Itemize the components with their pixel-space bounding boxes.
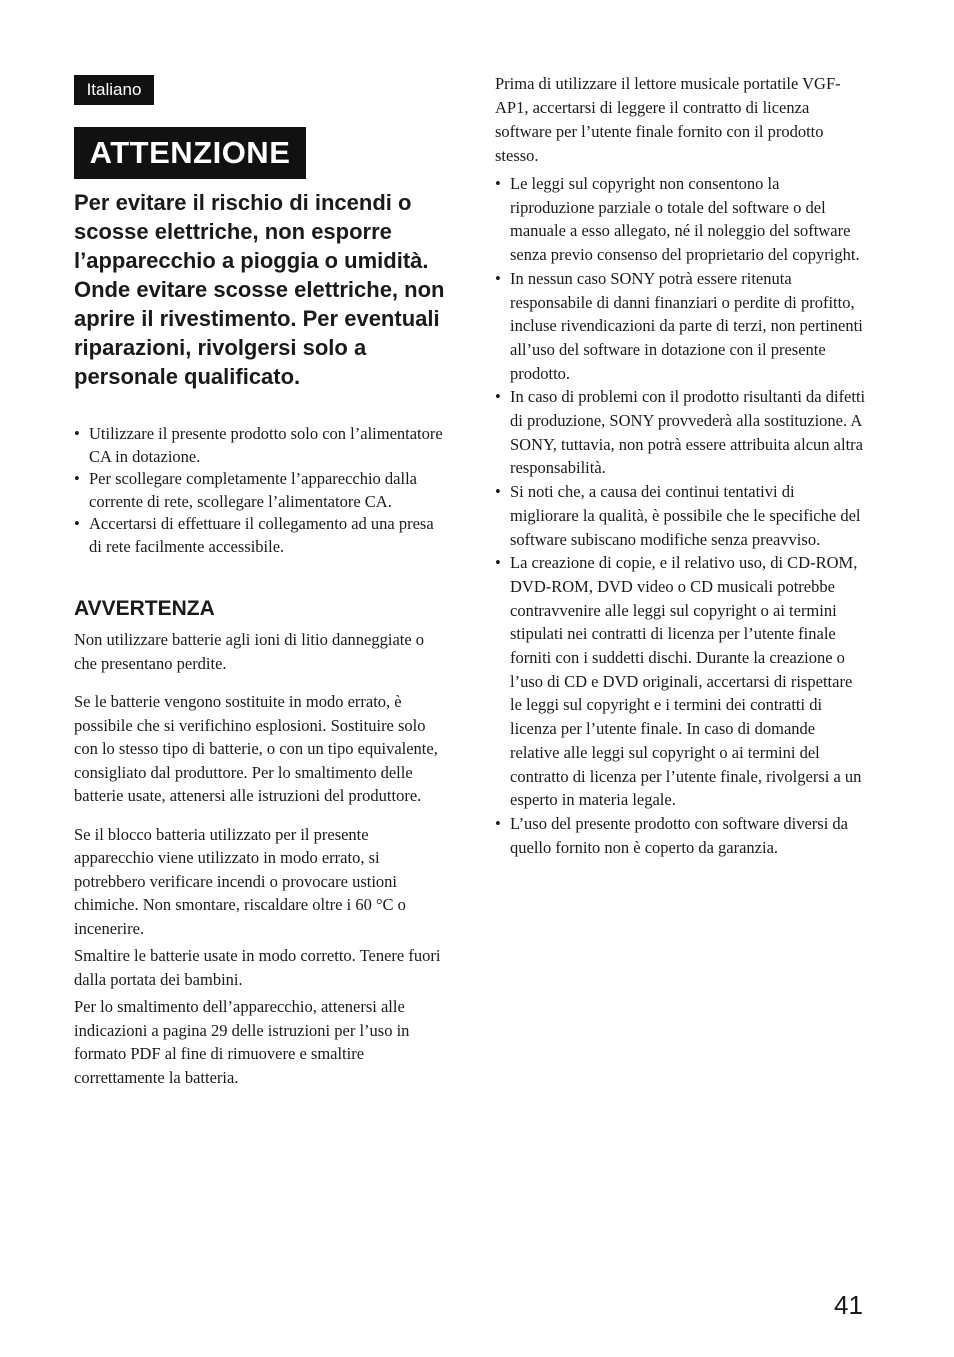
avvertenza-paragraph: Per lo smaltimento dell’apparecchio, attenersi alle indicazioni a pagina 29 delle istruzioni per l’uso in formato PDF al fine di rimuovere e smaltire correttamente la batteria.: [74, 997, 410, 1087]
list-item: • In caso di problemi con il prodotto risultanti da difetti di produzione, SONY provvederà alla sostituzione. A SONY, tuttavia, non potrà essere attribuita alcun altra responsabilità.: [495, 385, 867, 480]
list-item: • In nessun caso SONY potrà essere ritenuta responsabile di danni finanziari o perdite di profitto, incluse rivendicazioni da parte di terzi, non pertinenti all’uso del software in dotazione con il presente prodotto.: [495, 267, 867, 386]
avvertenza-paragraph: Se il blocco batteria utilizzato per il presente apparecchio viene utilizzato in modo errato, si potrebbero verificare incendi o provocare ustioni chimiche. Non smontare, riscaldare oltre i 60 °C o incenerire.: [74, 824, 406, 938]
avvertenza-paragraph: Smaltire le batterie usate in modo corretto. Tenere fuori dalla portata dei bambini.: [74, 946, 441, 989]
list-item: • Accertarsi di effettuare il collegamento ad una presa di rete facilmente accessibile.: [74, 513, 446, 558]
list-item: • Utilizzare il presente prodotto solo con l’alimentatore CA in dotazione.: [74, 423, 446, 468]
left-column: [74, 188, 446, 1089]
safety-warning: Per evitare il rischio di incendi o scosse elettriche, non esporre l’apparecchio a pioggia o umidità. Onde evitare scosse elettriche, non aprire il rivestimento. Per eventuali riparazioni, rivolgersi solo a personale qualificato.: [74, 190, 445, 389]
list-item: • Per scollegare completamente l’apparecchio dalla corrente di rete, scollegare l’alimentatore CA.: [74, 468, 446, 513]
list-item: • Le leggi sul copyright non consentono la riproduzione parziale o totale del software o del manuale a esso allegato, né il noleggio del software senza previo consenso del proprietario del copyright.: [495, 172, 867, 267]
list-item: • La creazione di copie, e il relativo uso, di CD-ROM, DVD-ROM, DVD video o CD musicali potrebbe contravvenire alle leggi sul copyright o ai termini stipulati nei contratti di licenza per l’utente finale forniti con i suddetti dischi. Durante la creazione o l’uso di CD e DVD originali, accertarsi di rispettare le leggi sul copyright e i termini dei contratti di licenza per l’utente finale. In caso di domande relative alle leggi sul copyright o ai termini del contratto di licenza per l’utente finale, rivolgersi a un esperto in materia legale.: [495, 551, 867, 812]
page-title: ATTENZIONE: [74, 127, 306, 179]
page-number: 41: [834, 1290, 863, 1320]
language-tab: Italiano: [74, 75, 154, 105]
avvertenza-paragraph: Non utilizzare batterie agli ioni di litio danneggiate o che presentano perdite.: [74, 630, 425, 673]
list-item: • Si noti che, a causa dei continui tentativi di migliorare la qualità, è possibile che le specifiche del software subiscano modifiche senza preavviso.: [495, 480, 867, 551]
list-item: • L’uso del presente prodotto con software diversi da quello fornito non è coperto da garanzia.: [495, 812, 867, 859]
license-intro: Prima di utilizzare il lettore musicale portatile VGF-AP1, accertarsi di leggere il contratto di licenza software per l’utente finale fornito con il prodotto stesso.: [495, 74, 841, 165]
avvertenza-paragraph: Se le batterie vengono sostituite in modo errato, è possibile che si verifichino esplosioni. Sostituire solo con lo stesso tipo di batterie, o con un tipo equivalente, consigliato dal produttore. Per lo smaltimento delle batterie usate, attenersi alle istruzioni del produttore.: [74, 692, 438, 805]
power-bullet-list: [74, 423, 446, 558]
avvertenza-heading: AVVERTENZA: [74, 597, 215, 620]
right-column: [495, 72, 867, 859]
license-bullet-list: [495, 172, 867, 859]
